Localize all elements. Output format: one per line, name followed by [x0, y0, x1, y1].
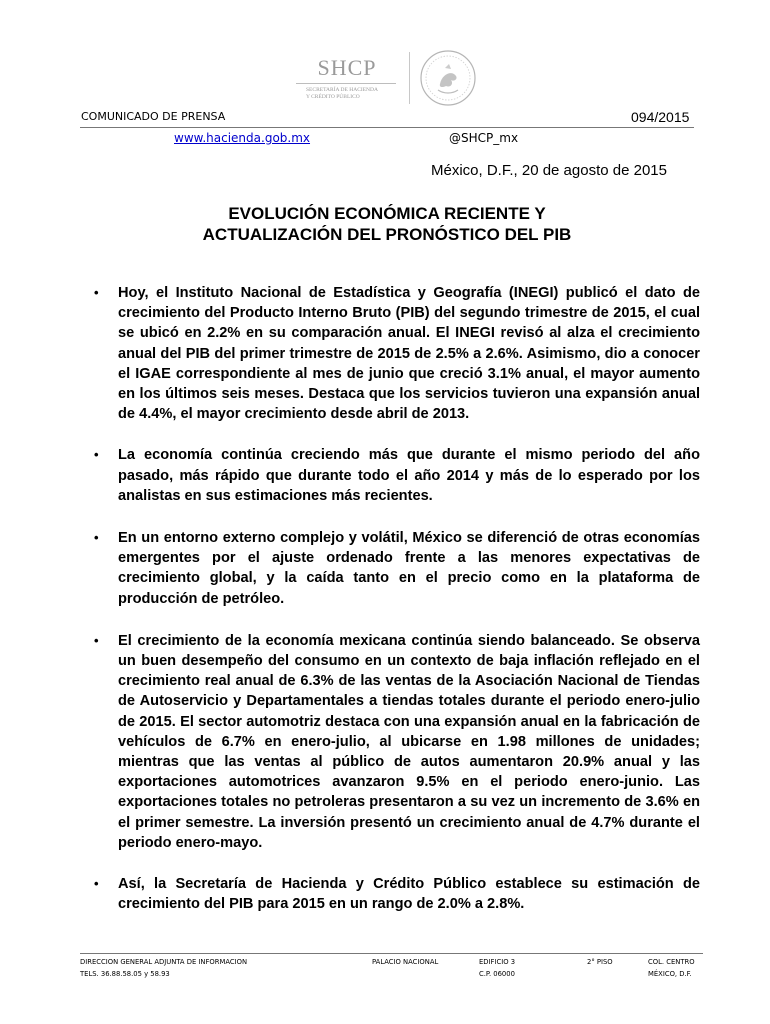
- bullet-dot: •: [94, 530, 99, 546]
- logo-acronym: SHCP: [317, 55, 377, 80]
- website-link[interactable]: www.hacienda.gob.mx: [174, 131, 311, 145]
- press-release-label: COMUNICADO DE PRENSA: [81, 110, 226, 123]
- bullet-item: [86, 874, 700, 914]
- logo-subtitle-line1: SECRETARÍA DE HACIENDA: [306, 87, 378, 93]
- bullet-text: Hoy, el Instituto Nacional de Estadística y Geografía (INEGI) publicó el dato de crecimiento del Producto Interno Bruto (PIB) del segundo trimestre de 2015, el cual se ubicó en 2.2% en su comparación anual. El INEGI revisó al alza el crecimiento anual del PIB del primer trimestre de 2015 de 2.5% a 2.6%. Asimismo, dio a conocer el IGAE correspondiente al mes de junio que creció 3.1% anual, el mayor aumento en los últimos seis meses. Destaca que los servicios tuvieron una expansión anual de 4.4%, el mayor crecimiento desde abril de 2013.: [118, 285, 700, 423]
- twitter-handle: @SHCP_mx: [449, 131, 519, 145]
- bullet-text: El crecimiento de la economía mexicana continúa siendo balanceado. Se observa un buen desempeño del consumo en un contexto de baja inflación reflejado en el crecimiento real anual de 6.3% de las ventas de la Asociación Nacional de Tiendas de Autoservicio y Departamentales a tiendas totales durante el periodo enero-julio de 2015. El sector automotriz destaca con una expansión anual en la fabricación de vehículos de 6.7% en enero-julio, al ubicarse en 1.98 millones de unidades; mientras que las ventas al público de autos aumentaron 20.9% anual y las exportaciones automotrices avanzaron 9.5% en el periodo enero-junio. Las exportaciones totales no petroleras presentaron a su vez un incremento de 3.6% en el primer semestre. La inversión presentó un crecimiento anual de 4.7% durante el periodo enero-mayo.: [118, 632, 700, 851]
- footer-city: MÉXICO, D.F.: [648, 970, 692, 978]
- press-release-number: 094/2015: [631, 109, 690, 125]
- bullet-dot: •: [94, 447, 99, 463]
- footer-edificio: [479, 956, 515, 980]
- footer-floor-number: 2° PISO: [587, 958, 613, 966]
- bullet-text: La economía continúa creciendo más que durante el mismo periodo del año pasado, más rápido que durante todo el año 2014 y más de lo esperado por los analistas en sus estimaciones más recientes.: [118, 447, 700, 504]
- footer-colonia: COL. CENTRO: [648, 958, 695, 966]
- footer-postal-code: C.P. 06000: [479, 970, 515, 978]
- footer-divider: [80, 953, 703, 954]
- mexico-seal-icon: [418, 48, 478, 108]
- bullet-dot: •: [94, 876, 99, 892]
- title-line-2: ACTUALIZACIÓN DEL PRONÓSTICO DEL PIB: [202, 225, 572, 244]
- footer-edificio-number: EDIFICIO 3: [479, 958, 516, 966]
- shcp-logo: [292, 56, 402, 106]
- bullet-item: [86, 283, 700, 424]
- footer-department: [80, 956, 247, 980]
- footer-building-name: PALACIO NACIONAL: [372, 958, 439, 966]
- bullet-item: [86, 445, 700, 506]
- bullet-item: [86, 528, 700, 609]
- footer-location: [648, 956, 695, 980]
- logo-subtitle: [306, 87, 396, 100]
- bullet-item: [86, 631, 700, 853]
- document-title: [80, 203, 694, 245]
- bullet-text: En un entorno externo complejo y volátil, México se diferenció de otras economías emergentes por el ajuste ordenado frente a las menores expectativas de crecimiento global, y la caída tanto en el precio como en la plataforma de producción de petróleo.: [118, 530, 700, 607]
- footer-phones: TELS. 36.88.58.05 y 58.93: [80, 970, 170, 978]
- bullet-text: Así, la Secretaría de Hacienda y Crédito Público establece su estimación de crecimiento del PIB para 2015 en un rango de 2.0% a 2.8%.: [118, 876, 700, 913]
- footer-department-name: DIRECCION GENERAL ADJUNTA DE INFORMACION: [80, 958, 248, 966]
- logo-divider: [409, 52, 410, 104]
- bullet-dot: •: [94, 285, 99, 300]
- bullet-list: [86, 283, 700, 914]
- footer-building: [372, 956, 438, 968]
- logo-subtitle-line2: Y CRÉDITO PÚBLICO: [306, 93, 360, 100]
- logo-rule: [296, 83, 396, 84]
- title-line-1: EVOLUCIÓN ECONÓMICA RECIENTE Y: [228, 204, 546, 223]
- footer-floor: [587, 956, 613, 968]
- dateline: México, D.F., 20 de agosto de 2015: [431, 162, 667, 179]
- bullet-dot: •: [94, 632, 99, 648]
- header-divider: [80, 127, 694, 128]
